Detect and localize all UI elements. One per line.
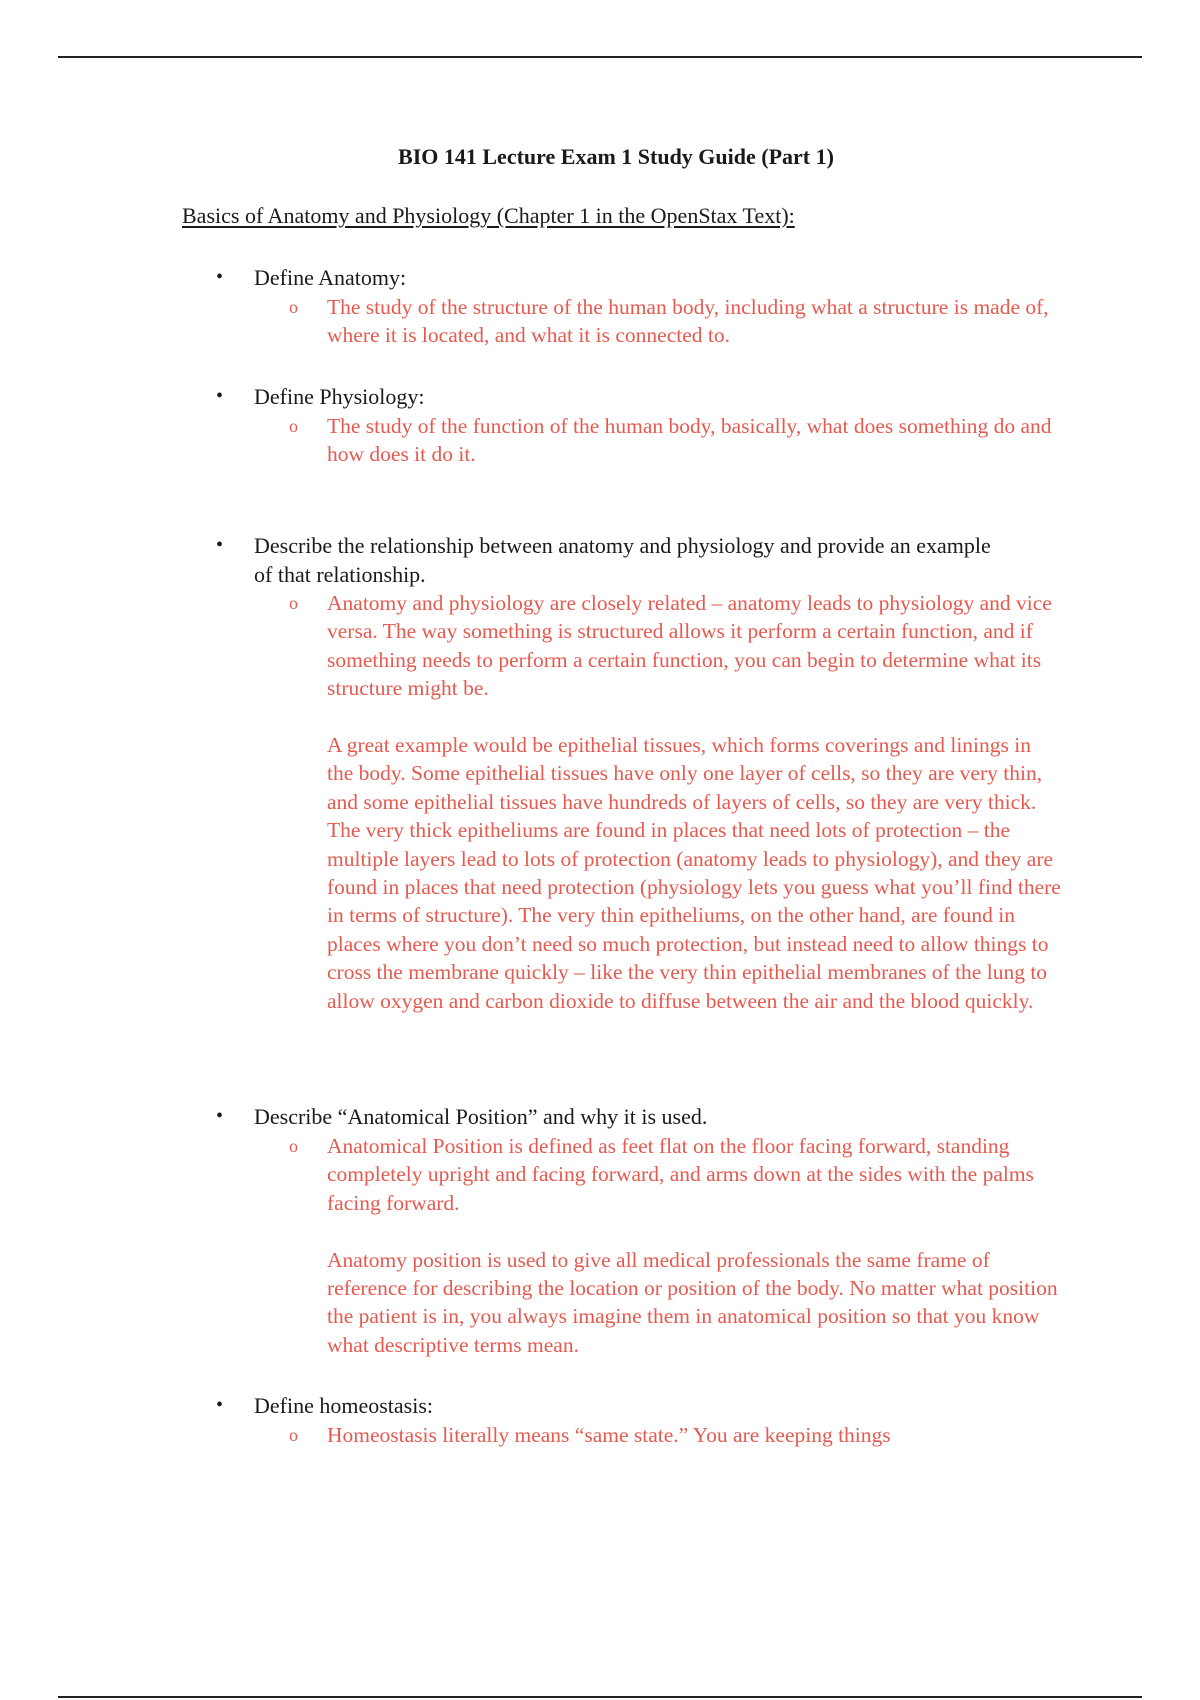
answer-paragraph: Anatomy position is used to give all medical professionals the same frame of reference for describing the location or position of the body. No matter what position the patient is in, you always imagine them in anatomical position so that you know what descriptive terms mean. — [327, 1247, 1058, 1357]
sub-bullet-icon: o — [289, 593, 298, 613]
bullet-icon: • — [216, 385, 224, 407]
bullet-icon: • — [216, 534, 224, 556]
bullet-icon: • — [216, 266, 224, 288]
question-text: Define homeostasis: — [254, 1393, 434, 1418]
answer-text — [327, 1132, 1062, 1359]
answer-paragraph: The study of the structure of the human body, including what a structure is made of, where it is located, and what it is connected to. — [327, 295, 1049, 348]
page-title: BIO 141 Lecture Exam 1 Study Guide (Part 1) — [398, 144, 834, 169]
question-text: Describe “Anatomical Position” and why it is used. — [254, 1104, 708, 1129]
question-text: Define Anatomy: — [254, 265, 407, 290]
answer-paragraph: The study of the function of the human body, basically, what does something do and how does it do it. — [327, 414, 1052, 467]
bottom-rule — [58, 1696, 1142, 1698]
answer-paragraph: Anatomy and physiology are closely related – anatomy leads to physiology and vice versa. The way something is structured allows it perform a certain function, and if something needs to perform a certain function, you can begin to determine what its structure might be. — [327, 591, 1052, 701]
bullet-icon: • — [216, 1394, 224, 1416]
answer-paragraph: Anatomical Position is defined as feet flat on the floor facing forward, standing completely upright and facing forward, and arms down at the sides with the palms facing forward. — [327, 1134, 1034, 1215]
answer-paragraph: A great example would be epithelial tissues, which forms coverings and linings in the body. Some epithelial tissues have only one layer of cells, so they are very thin, and some epithelial tissues have hundreds of layers of cells, so they are very thick. The very thick epitheliums are found in places that need lots of protection – the multiple layers lead to lots of protection (anatomy leads to physiology), and they are found in places that need protection (physiology lets you guess what you’ll find there in terms of structure). The very thin epitheliums, on the other hand, are found in places where you don’t need so much protection, but instead need to allow things to cross the membrane quickly – like the very thin epithelial membranes of the lung to allow oxygen and carbon dioxide to diffuse between the air and the blood quickly. — [327, 733, 1061, 1013]
bullet-icon: • — [216, 1105, 224, 1127]
answer-text — [327, 412, 1062, 469]
sub-bullet-icon: o — [289, 1425, 298, 1445]
section-heading: Basics of Anatomy and Physiology (Chapter 1 in the OpenStax Text): — [182, 203, 795, 228]
question-text: Describe the relationship between anatomy and physiology and provide an example of that relationship. — [254, 533, 991, 587]
question-text: Define Physiology: — [254, 384, 425, 409]
answer-text — [327, 293, 1062, 350]
sub-bullet-icon: o — [289, 416, 298, 436]
sub-bullet-icon: o — [289, 1136, 298, 1156]
answer-paragraph: Homeostasis literally means “same state.” You are keeping things — [327, 1423, 891, 1447]
top-rule — [58, 56, 1142, 58]
sub-bullet-icon: o — [289, 297, 298, 317]
answer-text — [327, 589, 1062, 1015]
answer-text — [327, 1421, 1062, 1449]
